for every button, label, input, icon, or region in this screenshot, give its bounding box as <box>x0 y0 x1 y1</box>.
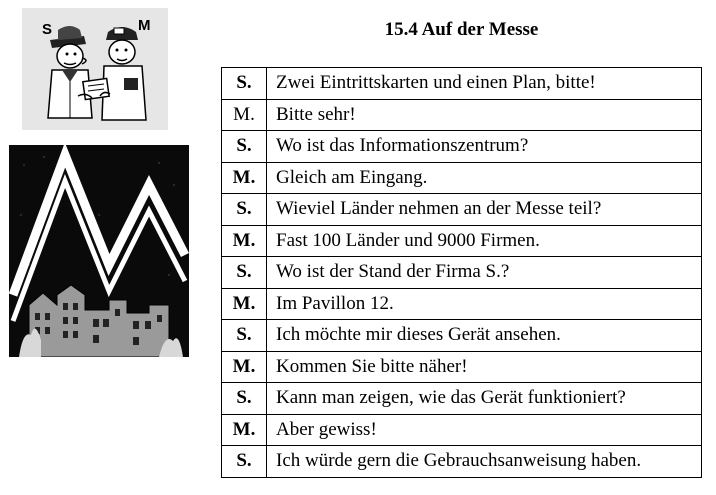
dialogue-line: Wo ist das Informationszentrum? <box>267 131 702 163</box>
speaker-label: M. <box>222 99 267 131</box>
speaker-label: S. <box>222 257 267 289</box>
dialogue-line: Im Pavillon 12. <box>267 288 702 320</box>
speaker-label: M. <box>222 414 267 446</box>
dialogue-table <box>221 67 702 478</box>
speaker-label: M. <box>222 162 267 194</box>
dialogue-row <box>222 383 702 415</box>
speaker-label: S. <box>222 68 267 100</box>
dialogue-row <box>222 288 702 320</box>
dialogue-row <box>222 194 702 226</box>
dialogue-line: Kommen Sie bitte näher! <box>267 351 702 383</box>
page-title: 15.4 Auf der Messe <box>384 19 539 40</box>
dialogue-line: Gleich am Eingang. <box>267 162 702 194</box>
dialogue-line: Wieviel Länder nehmen an der Messe teil? <box>267 194 702 226</box>
dialogue-line: Kann man zeigen, wie das Gerät funktioniert? <box>267 383 702 415</box>
dialogue-line: Ich würde gern die Gebrauchsanweisung haben. <box>267 446 702 478</box>
speaker-label: M. <box>222 351 267 383</box>
cartoon-letter-s: S <box>42 21 53 38</box>
speaker-label: S. <box>222 446 267 478</box>
dialogue-row <box>222 320 702 352</box>
dialogue-row <box>222 162 702 194</box>
dialogue-row <box>222 257 702 289</box>
speaker-label: M. <box>222 288 267 320</box>
dialogue-line: Zwei Eintrittskarten und einen Plan, bitte! <box>267 68 702 100</box>
dialogue-line: Ich möchte mir dieses Gerät ansehen. <box>267 320 702 352</box>
speaker-label: S. <box>222 131 267 163</box>
dialogue-row <box>222 131 702 163</box>
dialogue-line: Bitte sehr! <box>267 99 702 131</box>
dialogue-line: Fast 100 Länder und 9000 Firmen. <box>267 225 702 257</box>
cartoon-letter-m: M <box>138 17 151 34</box>
speaker-label: S. <box>222 320 267 352</box>
dialogue-row <box>222 414 702 446</box>
dialogue-row <box>222 99 702 131</box>
dialogue-line: Aber gewiss! <box>267 414 702 446</box>
dialogue-row <box>222 446 702 478</box>
speaker-label: S. <box>222 383 267 415</box>
cartoon-two-people-illustration <box>22 8 168 130</box>
dialogue-row <box>222 68 702 100</box>
dialogue-row <box>222 351 702 383</box>
messe-m-logo-illustration <box>9 145 189 357</box>
speaker-label: M. <box>222 225 267 257</box>
dialogue-row <box>222 225 702 257</box>
dialogue-line: Wo ist der Stand der Firma S.? <box>267 257 702 289</box>
speaker-label: S. <box>222 194 267 226</box>
